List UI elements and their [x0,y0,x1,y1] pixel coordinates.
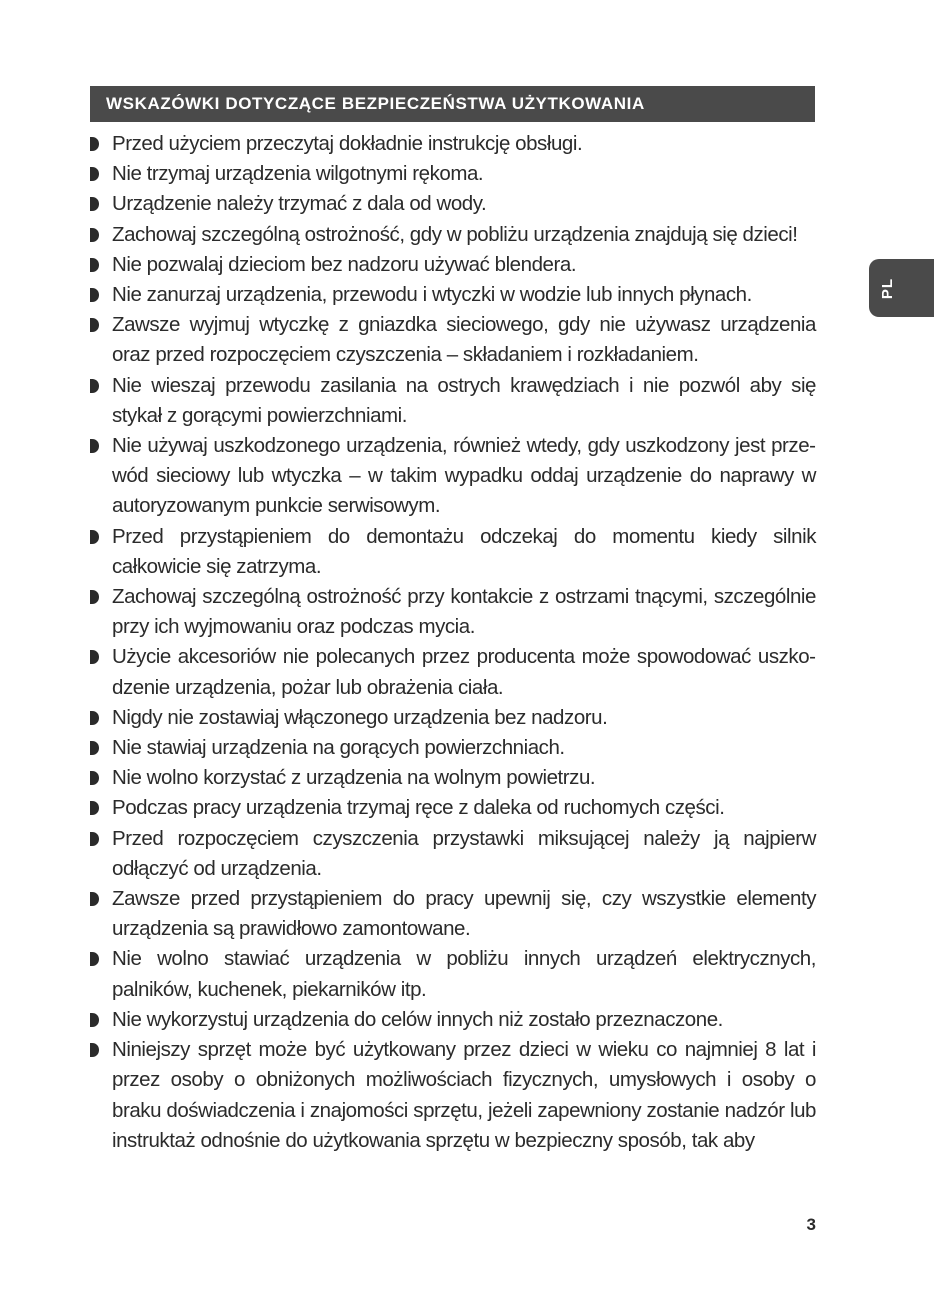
safety-instruction-item [90,159,816,189]
half-circle-bullet-icon [90,801,99,815]
half-circle-bullet-icon [90,258,99,272]
half-circle-bullet-icon [90,711,99,725]
safety-instruction-text: Podczas pracy urządzenia trzymaj ręce z daleka od ruchomych części. [112,796,725,820]
safety-instruction-text: Przed użyciem przeczytaj dokładnie instrukcję obsługi. [112,132,583,155]
safety-instruction-item [90,220,816,250]
safety-instruction-item [90,1035,816,1156]
safety-instruction-item [90,250,816,280]
safety-instruction-item [90,129,816,159]
half-circle-bullet-icon [90,167,99,181]
half-circle-bullet-icon [90,1043,99,1057]
half-circle-bullet-icon [90,439,99,453]
language-tab-label-wrapper [869,259,907,317]
safety-instruction-item [90,733,816,763]
safety-instruction-text: Nie zanurzaj urządzenia, przewodu i wtyczki w wodzie lub innych płynach. [112,283,752,307]
safety-instruction-text: Nie pozwalaj dzieciom bez nadzoru używać blendera. [112,252,577,276]
section-header-bar [90,86,815,122]
safety-instruction-item [90,582,816,642]
safety-instruction-text: Niniejszy sprzęt może być użytkowany przez dzieci w wieku co najmniej 8 lat i przez osoby o obniżonych możliwościach fizycznych, umysłowych i osoby o braku doświadczenia i znajomości sprzętu, jeżeli zapewniony zostanie nadzór lub instruktaż odnośnie do użytkowania sprzętu w bezpieczny sposób, tak aby [112,1038,816,1152]
half-circle-bullet-icon [90,771,99,785]
half-circle-bullet-icon [90,530,99,544]
safety-instruction-item [90,189,816,219]
half-circle-bullet-icon [90,892,99,906]
safety-instruction-item [90,763,816,793]
safety-instruction-text: Urządzenie należy trzymać z dala od wody. [112,192,487,216]
safety-instruction-item [90,431,816,522]
safety-instruction-text: Nie wykorzystuj urządzenia do celów innych niż zostało przeznaczone. [112,1007,723,1031]
safety-instruction-item [90,1005,816,1035]
safety-instruction-text: Nie używaj uszkodzonego urządzenia, również wtedy, gdy uszkodzony jest przewód sieciowy lub wtyczka – w takim wypadku oddaj urządzenie do naprawy w autoryzowanym punkcie serwisowym. [112,434,816,518]
safety-instruction-item [90,522,816,582]
half-circle-bullet-icon [90,741,99,755]
half-circle-bullet-icon [90,318,99,332]
half-circle-bullet-icon [90,379,99,393]
half-circle-bullet-icon [90,288,99,302]
half-circle-bullet-icon [90,1013,99,1027]
half-circle-bullet-icon [90,137,99,151]
section-title: WSKAZÓWKI DOTYCZĄCE BEZPIECZEŃSTWA UŻYTKOWANIA [106,94,645,113]
language-tab-label: PL [879,277,897,299]
half-circle-bullet-icon [90,228,99,242]
safety-instruction-text: Zawsze wyjmuj wtyczkę z gniazdka sieciowego, gdy nie używasz urządzenia oraz przed rozpoczęciem czyszczenia – składaniem i rozkładaniem. [112,313,816,367]
safety-instruction-item [90,824,816,884]
safety-instruction-text: Przed przystąpieniem do demontażu odczekaj do momentu kiedy silnik całkowicie się zatrzyma. [112,524,816,578]
safety-instruction-item [90,642,816,702]
safety-instruction-text: Nie stawiaj urządzenia na gorących powierzchniach. [112,736,565,760]
safety-instructions-list [90,129,816,1156]
safety-instruction-text: Zachowaj szczególną ostrożność przy kontakcie z ostrzami tnącymi, szczególnie przy ich wyjmowaniu oraz podczas mycia. [112,585,816,639]
half-circle-bullet-icon [90,952,99,966]
safety-instruction-item [90,793,816,823]
half-circle-bullet-icon [90,650,99,664]
safety-instruction-item [90,371,816,431]
safety-instruction-item [90,944,816,1004]
safety-instruction-text: Zawsze przed przystąpieniem do pracy upewnij się, czy wszystkie elementy urządzenia są prawidłowo zamontowane. [112,887,816,941]
safety-instruction-item [90,310,816,370]
safety-instruction-text: Użycie akcesoriów nie polecanych przez producenta może spowodować uszkodzenie urządzenia, pożar lub obrażenia ciała. [112,645,816,699]
safety-instruction-text: Nie wolno korzystać z urządzenia na wolnym powietrzu. [112,766,596,790]
safety-instruction-item [90,703,816,733]
safety-instruction-text: Nie wieszaj przewodu zasilania na ostrych krawędziach i nie pozwól aby się stykał z gorącymi powierzchniami. [112,373,816,427]
safety-instruction-item [90,280,816,310]
safety-instruction-text: Nie trzymaj urządzenia wilgotnymi rękoma. [112,162,484,186]
safety-instruction-text: Nie wolno stawiać urządzenia w pobliżu innych urządzeń elektrycznych, palników, kuchenek, piekarników itp. [112,947,816,1001]
safety-instruction-text: Przed rozpoczęciem czyszczenia przystawki miksującej należy ją najpierw odłączyć od urządzenia. [112,826,816,880]
safety-instruction-text: Zachowaj szczególną ostrożność, gdy w pobliżu urządzenia znajdują się dzieci! [112,222,798,246]
half-circle-bullet-icon [90,832,99,846]
half-circle-bullet-icon [90,590,99,604]
half-circle-bullet-icon [90,197,99,211]
safety-instruction-item [90,884,816,944]
page-number: 3 [806,1215,816,1234]
safety-instruction-text: Nigdy nie zostawiaj włączonego urządzenia bez nadzoru. [112,705,608,729]
